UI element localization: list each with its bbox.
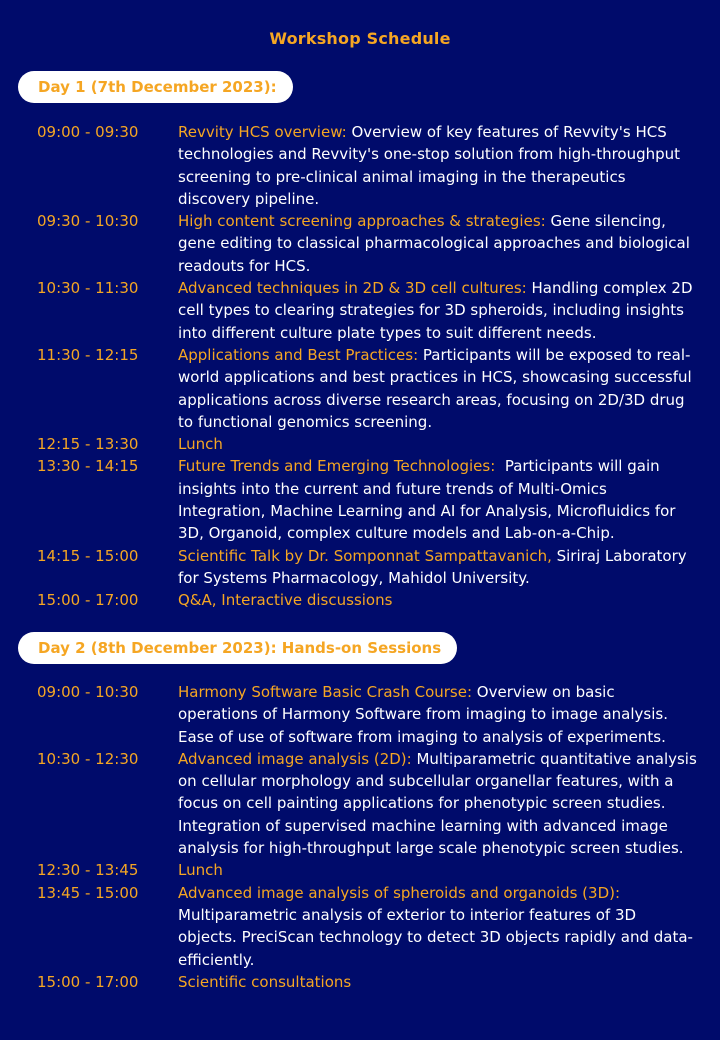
schedule-row [37, 748, 709, 859]
session-time: 10:30 - 11:30 [37, 279, 139, 298]
session-details: Multiparametric quantitative analysis on cellular morphology and subcellular organellar features, with a focus on cell painting applications for phenotypic screen studies. Integration of supervised machine learning with advanced image analysis for high-throughput large scale phenotypic screen studies. [178, 749, 702, 858]
session-time: 14:15 - 15:00 [37, 546, 139, 565]
session-description [178, 545, 698, 590]
schedule-row [37, 859, 709, 881]
session-time: 13:45 - 15:00 [37, 883, 139, 902]
session-description [178, 859, 698, 881]
session-topic: Lunch [178, 861, 223, 880]
session-topic: Scientific consultations [178, 972, 352, 991]
day-1-heading: Day 1 (7th December 2023): [18, 71, 293, 103]
schedule-row [37, 589, 709, 611]
session-time: 09:30 - 10:30 [37, 212, 139, 231]
session-time: 09:00 - 10:30 [37, 683, 139, 701]
schedule-row [37, 121, 709, 210]
day-2-schedule [37, 681, 709, 993]
session-details: Participants will be exposed to real-world applications and best practices in HCS, showcasing successful applications across diverse research areas, focusing on 2D/3D drug to functional genomics screening. [178, 345, 697, 431]
schedule-row [37, 971, 709, 993]
session-topic: Revvity HCS overview: [178, 123, 347, 141]
session-topic: Scientific Talk by Dr. Somponnat Sampattavanich, [178, 546, 552, 565]
schedule-row [37, 545, 709, 590]
schedule-row [37, 455, 709, 544]
session-details: Siriraj Laboratory for Systems Pharmacology, Mahidol University. [178, 546, 692, 587]
session-description [178, 210, 698, 277]
page-title: Workshop Schedule [269, 29, 451, 48]
session-time: 15:00 - 17:00 [37, 972, 139, 991]
session-description [178, 277, 698, 344]
session-description [178, 121, 698, 210]
session-topic: Future Trends and Emerging Technologies: [178, 457, 496, 476]
schedule-row [37, 210, 709, 277]
session-details: Overview on basic operations of Harmony Software from imaging to image analysis. Ease of use of software from imaging to analysis of experiments. [178, 683, 673, 746]
session-time: 09:00 - 09:30 [37, 123, 139, 141]
session-details: Handling complex 2D cell types to clearing strategies for 3D spheroids, including insights into different culture plate types to suit different needs. [178, 279, 698, 342]
schedule-row [37, 681, 709, 748]
session-topic: Advanced image analysis (2D): [178, 749, 412, 768]
session-topic: Advanced image analysis of spheroids and organoids (3D): [178, 883, 621, 902]
session-time: 13:30 - 14:15 [37, 457, 139, 476]
session-topic: Lunch [178, 435, 223, 454]
session-time: 10:30 - 12:30 [37, 749, 139, 768]
day-2-heading: Day 2 (8th December 2023): Hands-on Sessions [18, 632, 457, 664]
session-description [178, 589, 698, 611]
session-description [178, 455, 698, 544]
schedule-row [37, 882, 709, 971]
session-description [178, 971, 698, 993]
session-topic: Harmony Software Basic Crash Course: [178, 683, 473, 701]
session-topic: Q&A, Interactive discussions [178, 591, 393, 610]
schedule-row [37, 277, 709, 344]
session-description [178, 344, 698, 433]
session-time: 12:30 - 13:45 [37, 861, 139, 880]
session-time: 12:15 - 13:30 [37, 435, 139, 454]
session-description [178, 433, 698, 455]
session-details: Multiparametric analysis of exterior to interior features of 3D objects. PreciScan technology to detect 3D objects rapidly and data-efficiently. [178, 883, 693, 969]
day-1-schedule [37, 121, 709, 612]
session-topic: Advanced techniques in 2D & 3D cell cultures: [178, 279, 527, 298]
session-description [178, 748, 702, 859]
schedule-row [37, 433, 709, 455]
session-description [178, 882, 698, 971]
session-details: Participants will gain insights into the current and future trends of Multi-Omics Integration, Machine Learning and AI for Analysis, Microfluidics for 3D, Organoid, complex culture models and Lab-on-a-Chip. [178, 457, 681, 543]
session-topic: High content screening approaches & strategies: [178, 212, 546, 231]
session-time: 15:00 - 17:00 [37, 591, 139, 610]
schedule-row [37, 344, 709, 433]
session-topic: Applications and Best Practices: [178, 345, 419, 364]
session-details: Gene silencing, gene editing to classical pharmacological approaches and biological readouts for HCS. [178, 212, 695, 275]
session-details: Overview of key features of Revvity's HCS technologies and Revvity's one-stop solution from high-throughput screening to pre-clinical animal imaging in the therapeutics discovery pipeline. [178, 123, 685, 208]
session-time: 11:30 - 12:15 [37, 345, 139, 364]
session-description [178, 681, 698, 748]
